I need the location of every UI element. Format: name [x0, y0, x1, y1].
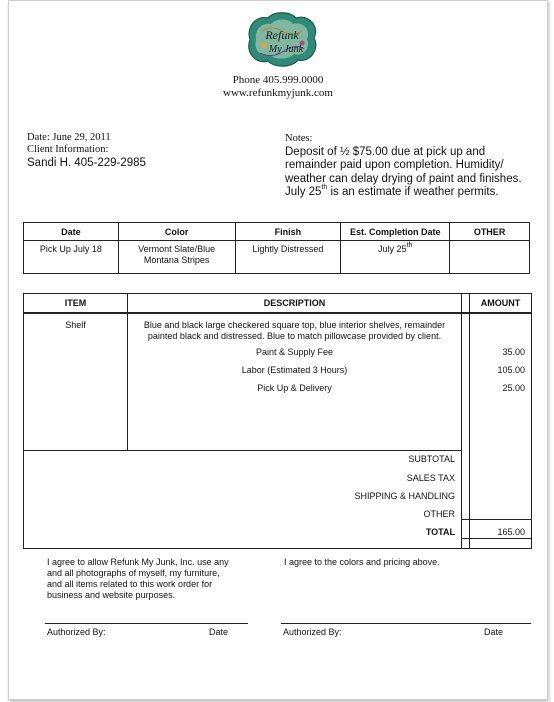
header-website: www.refunkmyjunk.com [223, 87, 333, 99]
schedule-row [24, 241, 530, 274]
authorized-by-right: Authorized By: [283, 627, 342, 637]
work-order-page [8, 0, 548, 700]
summary-subtotal: SUBTOTAL [408, 454, 455, 464]
date-label: Date: June 29, 2011 [27, 132, 111, 143]
notes-line-4-sup: th [321, 184, 328, 192]
agreement-left-line-1: I agree to allow Refunk My Junk, Inc. use any [47, 557, 229, 567]
fee-row-1-label: Paint & Supply Fee [255, 347, 334, 357]
items-header-divider [24, 312, 531, 314]
agreement-left [47, 557, 277, 601]
total-bottom-border [462, 538, 531, 539]
logo-text-1: Refunk [265, 28, 299, 42]
notes-label: Notes: [285, 133, 313, 144]
date-left: Date [209, 627, 229, 637]
total-top-border [462, 519, 531, 520]
header-phone: Phone 405.999.0000 [232, 74, 324, 86]
fee-row-3-amount: 25.00 [502, 383, 525, 393]
schedule-header-completion: Est. Completion Date [341, 223, 450, 241]
schedule-completion-pre: July 25 [378, 244, 407, 254]
fee-row-1-amount: 35.00 [502, 347, 525, 357]
logo-text-2: My Junk [268, 44, 304, 55]
items-body-bottom [24, 450, 462, 451]
schedule-header-row [24, 223, 530, 241]
fee-row-3-label: Pick Up & Delivery [257, 383, 332, 393]
schedule-date: Pick Up July 18 [24, 241, 119, 274]
agreement-left-line-3: and all items related to this work order for [47, 579, 213, 589]
items-header-amount: AMOUNT [480, 298, 521, 308]
item-name: Shelf [65, 320, 86, 330]
notes-block [285, 132, 535, 200]
schedule-header-color: Color [118, 223, 235, 241]
schedule-other [450, 241, 530, 274]
item-description [128, 320, 461, 342]
items-table [23, 293, 532, 549]
notes-line-4-post: is an estimate if weather permits. [327, 186, 499, 199]
summary-total-value: 165.00 [497, 527, 525, 537]
client-info-value: Sandi H. 405-229-2985 [27, 157, 146, 169]
notes-line-4-pre: July 25 [285, 186, 322, 199]
signature-line-left [45, 623, 248, 624]
notes-line-1: Deposit of ½ $75.00 due at pick up and [285, 145, 486, 158]
notes-line-3: weather can delay drying of paint and finishes. [285, 172, 522, 185]
schedule-color-line-1: Vermont Slate/Blue [138, 244, 216, 254]
schedule-header-date: Date [24, 223, 119, 241]
schedule-color-line-2: Montana Stripes [143, 255, 210, 265]
schedule-finish: Lightly Distressed [235, 241, 341, 274]
agreement-left-line-4: business and website purposes. [47, 590, 176, 600]
agreement-left-line-2: and all photographs of myself, my furniture, [47, 568, 220, 578]
signature-line-right [281, 623, 531, 624]
schedule-header-finish: Finish [235, 223, 341, 241]
items-header-item: ITEM [64, 298, 87, 308]
summary-other: OTHER [423, 509, 455, 519]
refunk-logo [242, 9, 322, 71]
schedule-color [118, 241, 235, 274]
summary-shipping: SHIPPING & HANDLING [354, 491, 455, 501]
items-col-divider-2 [461, 294, 462, 548]
schedule-header-other: OTHER [450, 223, 530, 241]
fee-row-2-amount: 105.00 [497, 365, 525, 375]
schedule-completion [341, 241, 450, 274]
client-info-label: Client Information: [27, 144, 109, 155]
notes-line-2: remainder paid upon completion. Humidity/ [285, 159, 504, 172]
items-header-description: DESCRIPTION [263, 298, 326, 308]
notes-line-4 [285, 186, 535, 200]
items-amount-left-border [469, 294, 470, 548]
item-description-line-1: Blue and black large checkered square top, blue interior shelves, remainder [143, 320, 446, 330]
date-right: Date [484, 627, 504, 637]
summary-total-label: TOTAL [425, 527, 455, 537]
summary-sales-tax: SALES TAX [406, 473, 455, 483]
schedule-table [23, 222, 530, 274]
authorized-by-left: Authorized By: [47, 627, 106, 637]
item-description-line-2: painted black and distressed. Blue to match pillowcase provided by client. [147, 331, 442, 341]
agreement-right: I agree to the colors and pricing above. [284, 557, 440, 567]
fee-row-2-label: Labor (Estimated 3 Hours) [241, 365, 348, 375]
schedule-completion-sup: th [406, 242, 413, 249]
